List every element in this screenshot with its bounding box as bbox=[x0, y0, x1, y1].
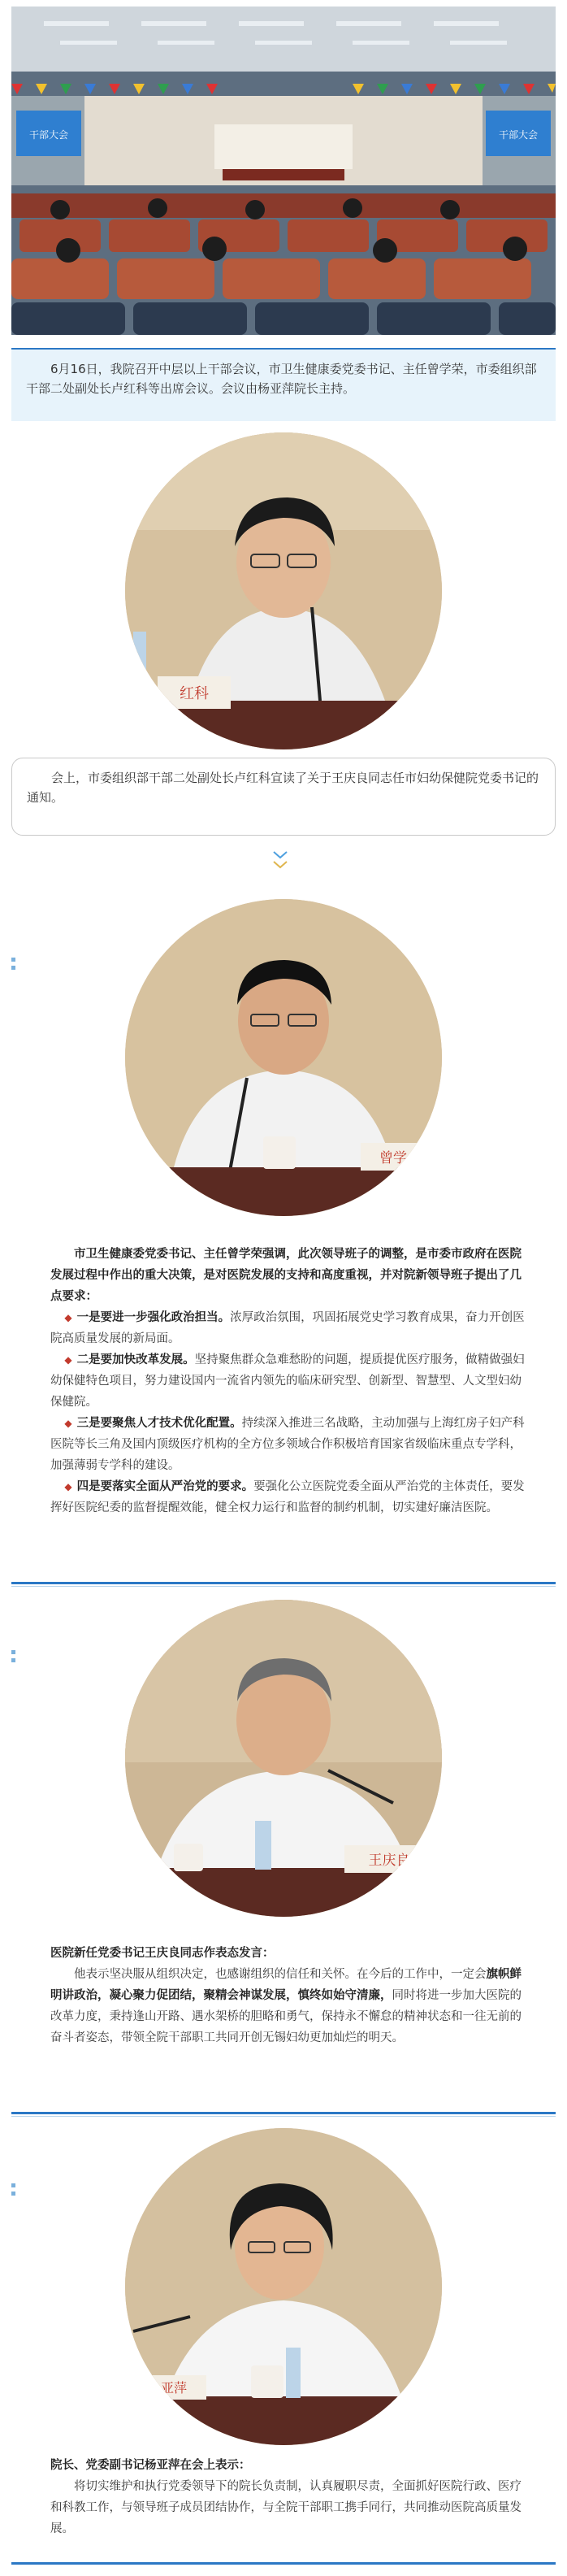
speech-zeng-item bbox=[50, 1413, 530, 1476]
speech-zeng-item-text: 持续深入推进三名战略，主动加强与上海红房子妇产科医院等长三角及国内顶级医疗机构的全方位多领域合作积极培育国家省级临床重点专学科，加强薄弱专学科的建设。 bbox=[50, 1417, 525, 1472]
speech-yang-p1: 将切实维护和执行党委领导下的院长负责制，认真履职尽责，全面抓好医院行政、医疗和科教工作，与领导班子成员团结协作，与全院干部职工携手同行，共同推动医院高质量发展。 bbox=[50, 2480, 522, 2535]
speech-zeng-item-bold: 四是要落实全面从严治党的要求。 bbox=[76, 1480, 254, 1493]
decoration-dots bbox=[11, 1650, 19, 1666]
speech-zeng-lead: 市卫生健康委党委书记、主任曾学荣强调，此次领导班子的调整，是市委市政府在医院发展过程中作出的重大决策，是对医院发展的支持和高度重视，并对院新领导班子提出了几点要求： bbox=[50, 1248, 522, 1303]
speech-zeng-item-text: 要强化公立医院党委全面从严治党的主体责任，要发挥好医院纪委的监督提醒效能，健全权力运行和监督的制约机制，切实建好廉洁医院。 bbox=[50, 1480, 525, 1514]
intro-box bbox=[11, 348, 556, 421]
speech-zeng-item bbox=[50, 1476, 530, 1518]
speech-yang-lead: 院长、党委副书记杨亚萍在会上表示： bbox=[50, 2459, 251, 2472]
speech-zeng-item bbox=[50, 1307, 530, 1349]
speech-wang bbox=[50, 1943, 530, 2048]
bullet-diamond-icon: ◆ bbox=[64, 1354, 72, 1366]
speech-wang-lead: 医院新任党委书记王庆良同志作表态发言： bbox=[50, 1947, 275, 1960]
section-separator bbox=[11, 2112, 556, 2114]
speech-zeng-item-bold: 二是要加快改革发展。 bbox=[76, 1353, 195, 1366]
intro-text: 6月16日，我院召开中层以上干部会议，市卫生健康委党委书记、主任曾学荣，市委组织部干部二处副处长卢红科等出席会议。会议由杨亚萍院长主持。 bbox=[26, 362, 537, 396]
bullet-diamond-icon: ◆ bbox=[64, 1312, 72, 1323]
bottom-separator bbox=[11, 2562, 556, 2565]
meeting-hall-photo bbox=[11, 7, 556, 335]
banner-right-text: 干部大会 bbox=[498, 129, 539, 141]
decoration-dots bbox=[11, 2183, 19, 2200]
decoration-dots bbox=[11, 958, 19, 974]
speech-zeng-item-bold: 三是要聚焦人才技术优化配置。 bbox=[76, 1417, 242, 1430]
speaker-photo-lu bbox=[125, 432, 442, 749]
speech-zeng-item-text: 坚持聚焦群众急难愁盼的问题，提质提优医疗服务，做精做强妇幼保健特色项目，努力建设国内一流省内领先的临床研究型、创新型、智慧型、人文型妇幼保健院。 bbox=[50, 1353, 525, 1409]
banner-left-text: 干部大会 bbox=[28, 129, 69, 141]
speech-zeng-item-text: 浓厚政治氛围，巩固拓展党史学习教育成果，奋力开创医院高质量发展的新局面。 bbox=[50, 1311, 525, 1345]
speaker-photo-zeng bbox=[125, 899, 442, 1216]
speech-zeng-item-bold: 一是要进一步强化政治担当。 bbox=[76, 1311, 231, 1324]
speech-zeng-item bbox=[50, 1349, 530, 1413]
speech-wang-p1-a: 他表示坚决服从组织决定，也感谢组织的信任和关怀。在今后的工作中，一定会 bbox=[74, 1968, 487, 1981]
nameplate-text: 红科 bbox=[180, 685, 209, 702]
speech-zeng-items bbox=[50, 1307, 530, 1518]
speaker-photo-wang bbox=[125, 1600, 442, 1917]
announcement-text: 会上，市委组织部干部二处副处长卢红科宣读了关于王庆良同志任市妇幼保健院党委书记的通知。 bbox=[27, 771, 539, 805]
speech-yang bbox=[50, 2455, 530, 2539]
bullet-diamond-icon: ◆ bbox=[64, 1418, 72, 1429]
speaker-photo-yang bbox=[125, 2128, 442, 2445]
announcement-box bbox=[11, 758, 556, 836]
chevron-down-icon bbox=[272, 850, 288, 860]
speech-wang-p1-c: 同时将进一步加大医院的改革力度，秉持逢山开路、遇水架桥的胆略和勇气，保持永不懈怠的精神状态和一往无前的奋斗者姿态，带领全院干部职工共同开创无锡妇幼更加灿烂的明天。 bbox=[50, 1989, 522, 2044]
speech-zeng bbox=[50, 1244, 530, 1518]
bullet-diamond-icon: ◆ bbox=[64, 1481, 72, 1492]
nameplate-text: 亚萍 bbox=[160, 2380, 188, 2396]
nameplate-text: 王庆良 bbox=[368, 1853, 410, 1869]
speech-wang-p1-b: 旗帜鲜明讲政治，凝心聚力促团结，聚精会神谋发展，慎终如始守清廉， bbox=[50, 1968, 522, 2002]
chevron-down-icon bbox=[272, 860, 288, 870]
nameplate-text: 曾学 bbox=[379, 1150, 407, 1166]
section-separator bbox=[11, 1582, 556, 1584]
